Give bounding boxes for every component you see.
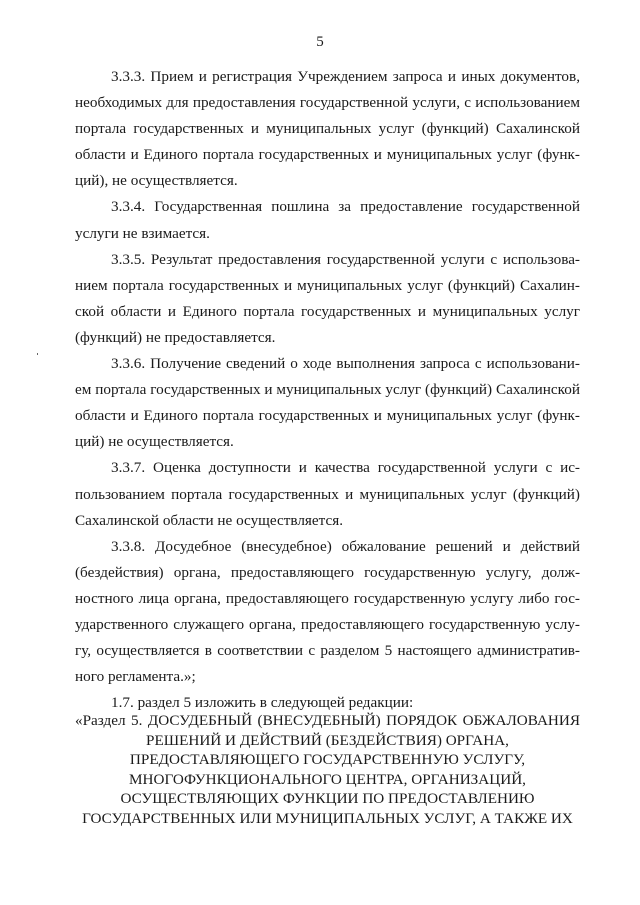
heading-line: «Раздел 5. ДОСУДЕБНЫЙ (ВНЕСУДЕБНЫЙ) ПОРЯДОК ОБЖАЛОВАНИЯ <box>75 712 580 729</box>
text-line: 3.3.7. Оценка доступности и качества государственной услуги с ис- <box>111 459 580 477</box>
text-line: пользованием портала государственных и муниципальных услуг (функций) <box>75 485 580 503</box>
text-line: ций) не осуществляется. <box>75 433 234 451</box>
scan-speck <box>37 353 38 355</box>
section-5-heading <box>75 711 580 828</box>
heading-line: РЕШЕНИЙ И ДЕЙСТВИЙ (БЕЗДЕЙСТВИЯ) ОРГАНА, <box>146 731 509 749</box>
text-line: ской области и Единого портала государственных и муниципальных услуг <box>75 302 580 320</box>
text-line: 3.3.4. Государственная пошлина за предоставление государственной <box>111 198 580 216</box>
text-line: ностного лица органа, предоставляющего государственную услугу либо гос- <box>75 589 580 607</box>
page-number: 5 <box>316 34 324 50</box>
paragraph-3-3-7 <box>75 455 580 533</box>
paragraph-3-3-4 <box>75 194 580 246</box>
paragraph-3-3-8 <box>75 534 580 691</box>
text-line: 3.3.5. Результат предоставления государственной услуги с использова- <box>111 250 580 268</box>
text-line: 3.3.8. Досудебное (внесудебное) обжалование решений и действий <box>111 537 580 555</box>
text-line: Сахалинской области не осуществляется. <box>75 511 343 529</box>
text-line: 3.3.3. Прием и регистрация Учреждением запроса и иных документов, <box>111 68 580 85</box>
text-line: гу, осуществляется в соответствии с разделом 5 настоящего административ- <box>75 642 580 660</box>
paragraph-3-3-5 <box>75 247 580 351</box>
heading-line: МНОГОФУНКЦИОНАЛЬНОГО ЦЕНТРА, ОРГАНИЗАЦИЙ, <box>129 770 526 788</box>
text-line: необходимых для предоставления государственной услуги, с использованием <box>75 94 580 112</box>
heading-line: ПРЕДОСТАВЛЯЮЩЕГО ГОСУДАРСТВЕННУЮ УСЛУГУ, <box>129 751 526 768</box>
text-line: области и Единого портала государственных и муниципальных услуг (функ- <box>75 146 580 164</box>
paragraph-3-3-6 <box>75 351 580 455</box>
text-line: ного регламента.»; <box>75 668 196 686</box>
text-line: (функций) не предоставляется. <box>75 328 276 346</box>
text-line: ций), не осуществляется. <box>75 172 238 190</box>
text-line: (бездействия) органа, предоставляющего государственную услугу, долж- <box>75 563 580 581</box>
text-line: ем портала государственных и муниципальных услуг (функций) Сахалинской <box>75 381 580 399</box>
text-line: портала государственных и муниципальных услуг (функций) Сахалинской <box>75 120 580 138</box>
heading-line: ОСУЩЕСТВЛЯЮЩИХ ФУНКЦИИ ПО ПРЕДОСТАВЛЕНИЮ <box>120 790 535 807</box>
text-line: 3.3.6. Получение сведений о ходе выполнения запроса с использовани- <box>111 355 580 373</box>
text-line: услуги не взимается. <box>75 224 210 242</box>
text-line: 1.7. раздел 5 изложить в следующей редакции: <box>111 694 414 712</box>
text-line: ударственного служащего органа, предоставляющего государственную услу- <box>75 615 580 633</box>
document-body <box>75 64 580 716</box>
text-line: области и Единого портала государственных и муниципальных услуг (функ- <box>75 407 580 425</box>
paragraph-3-3-3 <box>75 64 580 194</box>
heading-line: ГОСУДАРСТВЕННЫХ ИЛИ МУНИЦИПАЛЬНЫХ УСЛУГ, А ТАКЖЕ ИХ <box>82 809 573 827</box>
text-line: нием портала государственных и муниципальных услуг (функций) Сахалин- <box>75 276 580 294</box>
